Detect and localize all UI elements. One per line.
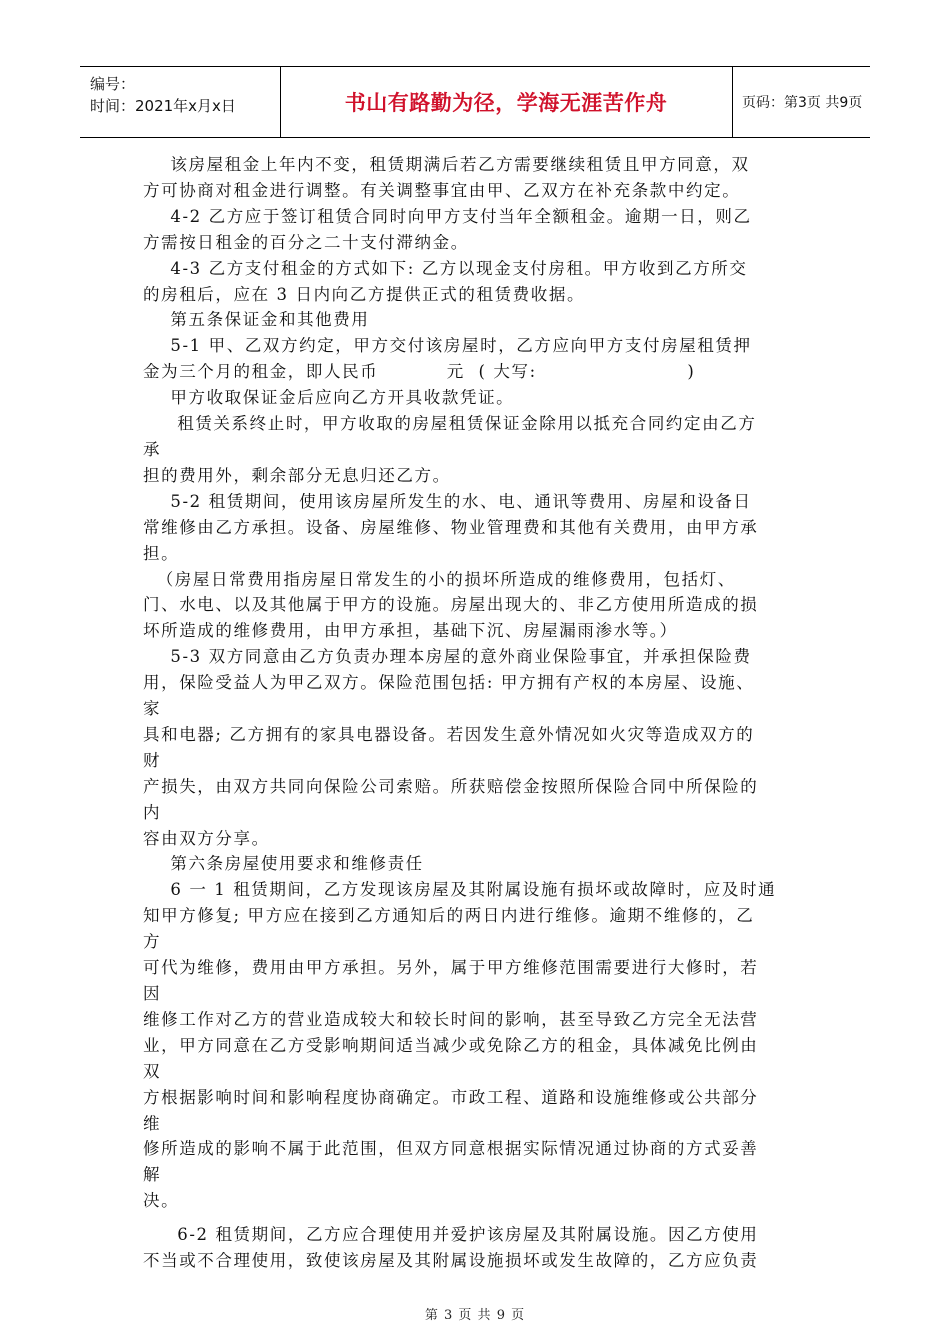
body-text-line: 的房租后，应在 3 日内向乙方提供正式的租赁费收据。 — [143, 284, 586, 304]
body-text-line: 担。 — [143, 543, 180, 563]
body-text-line: 维 — [143, 1113, 162, 1133]
body-text-line: 5-2 租赁期间，使用该房屋所发生的水、电、通讯等费用、房屋和设备日 — [143, 491, 752, 511]
body-text-line: 方需按日租金的百分之二十支付滞纳金。 — [143, 232, 469, 252]
body-text-line: 该房屋租金上年内不变，租赁期满后若乙方需要继续租赁且甲方同意，双 — [143, 155, 750, 174]
body-text-line: 5-3 双方同意由乙方负责办理本房屋的意外商业保险事宜，并承担保险费 — [143, 647, 752, 667]
body-text-line: 因 — [143, 984, 162, 1003]
body-text-line: 内 — [143, 802, 162, 822]
body-text-line: 承 — [143, 439, 162, 459]
body-text-line: 知甲方修复; 甲方应在接到乙方通知后的两日内进行维修。逾期不维修的，乙 — [143, 906, 755, 926]
body-text-line: 决。 — [143, 1191, 180, 1211]
body-text-line: 6-2 租赁期间，乙方应合理使用并爱护该房屋及其附属设施。因乙方使用 — [143, 1225, 759, 1245]
document-body — [143, 152, 808, 1274]
document-number-label: 编号： — [90, 75, 136, 93]
body-text-line: 维修工作对乙方的营业造成较大和较长时间的影响，甚至导致乙方完全无法营 — [143, 1009, 759, 1029]
body-text-line: （房屋日常费用指房屋日常发生的小的损坏所造成的维修费用，包括灯、 — [143, 569, 736, 589]
body-text-line: 甲方收取保证金后应向乙方开具收款凭证。 — [143, 388, 515, 408]
body-text-line: 具和电器; 乙方拥有的家具电器设备。若因发生意外情况如火灾等造成双方的 — [143, 724, 755, 744]
body-text-line: 财 — [143, 750, 162, 770]
body-text-line: 担的费用外，剩余部分无息归还乙方。 — [143, 465, 451, 485]
body-text-line: 方 — [143, 932, 162, 952]
body-text-line: 解 — [143, 1165, 162, 1185]
body-text-line: 不当或不合理使用，致使该房屋及其附属设施损坏或发生故障的，乙方应负责 — [143, 1251, 759, 1271]
body-text-line: 门、水电、以及其他属于甲方的设施。房屋出现大的、非乙方使用所造成的损 — [143, 595, 759, 615]
body-text-line: 用，保险受益人为甲乙双方。保险范围包括: 甲方拥有产权的本房屋、设施、 — [143, 673, 755, 693]
body-text-line: 业，甲方同意在乙方受影响期间适当减少或免除乙方的租金，具体减免比例由 — [143, 1035, 759, 1055]
body-text-line: 方根据影响时间和影响程度协商确定。市政工程、道路和设施维修或公共部分 — [143, 1087, 759, 1107]
header-motto-cell — [280, 67, 733, 137]
body-text-line: 常维修由乙方承担。设备、房屋维修、物业管理费和其他有关费用，由甲方承 — [143, 517, 759, 537]
body-text-line: 6 一 1 租赁期间，乙方发现该房屋及其附属设施有损坏或故障时，应及时通 — [143, 880, 777, 900]
body-text-line: 第六条房屋使用要求和维修责任 — [143, 854, 424, 874]
header-meta-cell — [80, 67, 281, 137]
body-text-line: 产损失，由双方共同向保险公司索赔。所获赔偿金按照所保险合同中所保险的 — [143, 776, 759, 796]
body-text-line: 修所造成的影响不属于此范围，但双方同意根据实际情况通过协商的方式妥善 — [143, 1139, 759, 1159]
header-page-label: 页码：第3页 共9页 — [742, 95, 863, 111]
header-motto: 书山有路勤为径，学海无涯苦作舟 — [344, 91, 668, 115]
document-date-label: 时间：2021年x月x日 — [90, 97, 236, 115]
body-text-line: 金为三个月的租金，即人民币 元 ( 大写: ) — [143, 362, 696, 382]
body-text-line — [143, 1214, 808, 1222]
body-text-line: 租赁关系终止时，甲方收取的房屋租赁保证金除用以抵充合同约定由乙方 — [143, 414, 757, 434]
body-text-line: 容由双方分享。 — [143, 828, 270, 848]
body-text-line: 4-2 乙方应于签订租赁合同时向甲方支付当年全额租金。逾期一日，则乙 — [143, 206, 752, 226]
body-text-line: 坏所造成的维修费用，由甲方承担，基础下沉、房屋漏雨渗水等。） — [143, 621, 678, 641]
header-page-cell — [732, 67, 870, 137]
body-text-line: 5-1 甲、乙双方约定，甲方交付该房屋时，乙方应向甲方支付房屋租赁押 — [143, 336, 752, 356]
body-text-line: 方可协商对租金进行调整。有关调整事宜由甲、乙双方在补充条款中约定。 — [143, 180, 741, 200]
page-footer: 第 3 页 共 9 页 — [424, 1308, 526, 1323]
body-text-line: 第五条保证金和其他费用 — [143, 310, 370, 330]
body-text-line: 双 — [143, 1061, 162, 1081]
body-text-line: 可代为维修，费用由甲方承担。另外，属于甲方维修范围需要进行大修时，若 — [143, 958, 759, 978]
header-table — [80, 66, 870, 138]
body-text-line: 4-3 乙方支付租金的方式如下: 乙方以现金支付房租。甲方收到乙方所交 — [143, 258, 748, 278]
body-text-line: 家 — [143, 699, 162, 719]
